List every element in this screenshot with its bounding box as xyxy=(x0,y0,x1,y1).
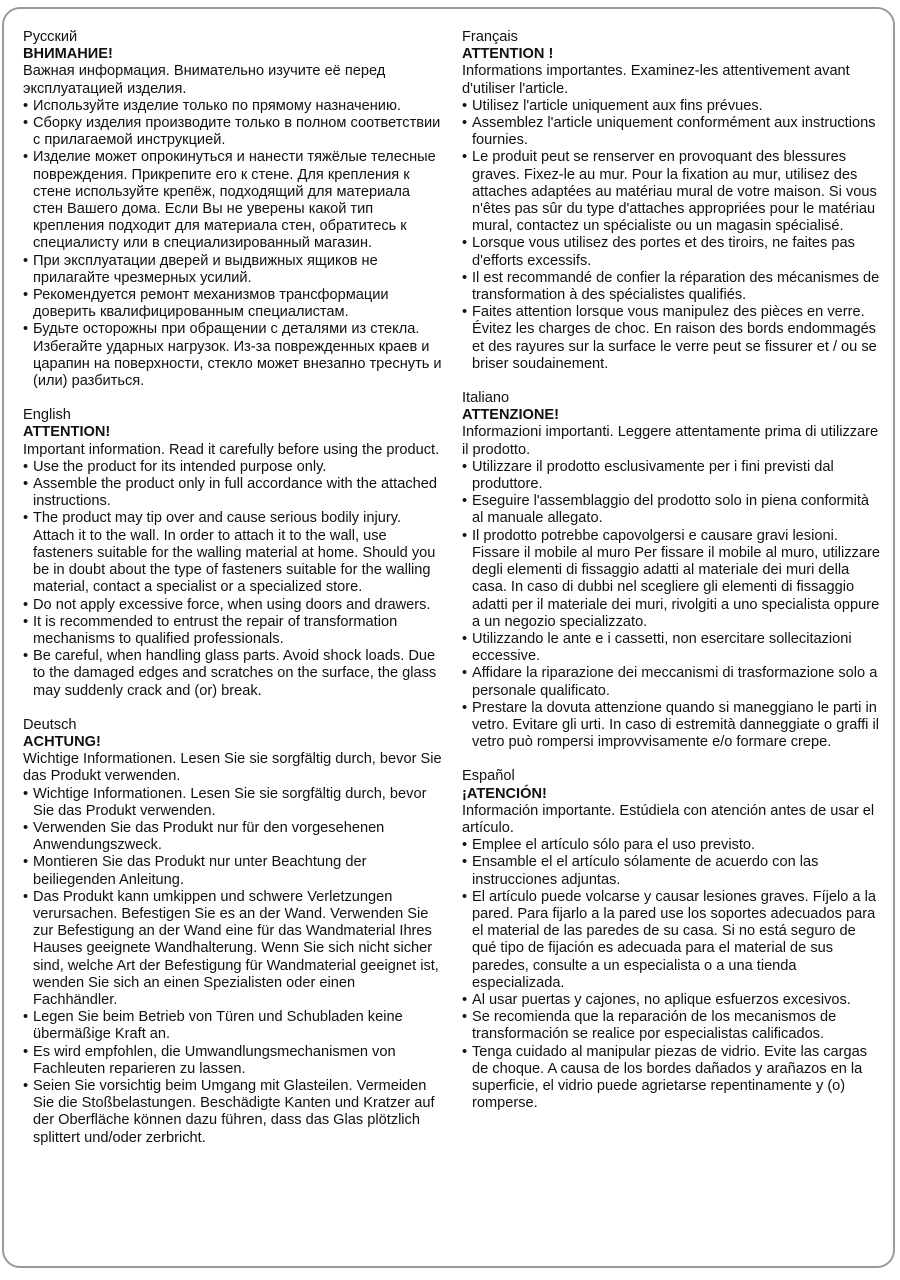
bullet-icon: • xyxy=(23,115,29,132)
list-item-text: При эксплуатации дверей и выдвижных ящиков не прилагайте чрезмерных усилий. xyxy=(33,252,378,286)
list-item xyxy=(23,614,443,648)
language-label: Italiano xyxy=(462,390,510,407)
list-item xyxy=(462,631,882,665)
list-item xyxy=(23,459,443,476)
bullet-icon: • xyxy=(462,97,468,114)
list-item xyxy=(462,992,882,1009)
bullet-icon: • xyxy=(23,321,29,338)
list-item xyxy=(462,270,882,304)
list-item-text: Assemblez l'article uniquement conformément aux instructions fournies. xyxy=(472,115,876,149)
list-item-text: Изделие может опрокинуться и нанести тяжёлые телесные повреждения. Прикрепите его к стене. Для крепления к стене используйте крепёж, подходящий для материала стен Вашего дома. Если Вы не уверены какой тип крепления подходит для материала стен, обратитесь к специалисту или в специализированный магазин. xyxy=(33,149,436,252)
safety-list xyxy=(462,459,882,751)
bullet-icon: • xyxy=(23,613,29,630)
list-item-text: Seien Sie vorsichtig beim Umgang mit Glasteilen. Vermeiden Sie die Stoßbelastungen. Beschädigte Kanten und Kratzer auf der Oberfläche können dazu führen, dass das Glas plötzlich splittert und/oder zerbricht. xyxy=(33,1077,435,1146)
list-item xyxy=(462,837,882,854)
bullet-icon: • xyxy=(462,991,468,1008)
list-item-text: Il est recommandé de confier la réparation des mécanismes de transformation à des spécialistes qualifiés. xyxy=(472,269,880,304)
bullet-icon: • xyxy=(23,596,29,613)
list-item-text: Emplee el artículo sólo para el uso previsto. xyxy=(472,837,756,854)
list-item-text: Use the product for its intended purpose only. xyxy=(33,458,327,475)
warning-heading: ATTENZIONE! xyxy=(462,407,560,424)
warning-heading: ATTENTION ! xyxy=(462,46,554,63)
intro-text: Informazioni importanti. Leggere attentamente prima di utilizzare il prodotto. xyxy=(462,424,879,458)
bullet-icon: • xyxy=(23,1009,29,1026)
left-column xyxy=(23,29,443,1147)
list-item xyxy=(23,149,443,252)
list-item xyxy=(23,510,443,596)
list-item-text: Il prodotto potrebbe capovolgersi e causare gravi lesioni. Fissare il mobile al muro Per fissare il mobile al muro, utilizzare degli elementi di fissaggio adatti al materiale dei muri della casa. In caso di dubbi nel scegliere gli elementi di fissaggio adatti per il materiale dei muri, rivolgiti a uno specialista oppure a un negozio specializzato. xyxy=(472,527,880,630)
list-item xyxy=(462,115,882,149)
warning-heading: ¡ATENCIÓN! xyxy=(462,785,547,802)
list-item-text: Faites attention lorsque vous manipulez des pièces en verre. Évitez les charges de choc. En raison des bords endommagés et des rayures sur la surface le verre peut se fissurer et / ou se briser soudainement. xyxy=(472,304,877,372)
list-item xyxy=(462,665,882,699)
list-item xyxy=(23,287,443,321)
intro-text: Informations importantes. Examinez-les attentivement avant d'utiliser l'article. xyxy=(462,63,850,97)
list-item xyxy=(462,854,882,888)
list-item-text: Be careful, when handling glass parts. Avoid shock loads. Due to the damaged edges and scratches on the surface, the glass may suddenly crack and (or) break. xyxy=(33,648,437,699)
list-item xyxy=(23,648,443,700)
list-item xyxy=(462,889,882,992)
language-label: Русский xyxy=(23,29,78,45)
bullet-icon: • xyxy=(462,493,468,510)
list-item-text: Le produit peut se renserver en provoquant des blessures graves. Fixez-le au mur. Pour la fixation au mur, utilisez des attaches adaptées au matériau mural de votre maison. Si vous n'êtes pas sûr du type d'attaches appropriées pour le matériau mural, contactez un spécialiste ou un magasin spécialisé. xyxy=(472,149,877,235)
list-item-text: Используйте изделие только по прямому назначению. xyxy=(33,97,401,114)
list-item-text: The product may tip over and cause serious bodily injury. Attach it to the wall. In order to attach it to the wall, use fasteners suitable for the walling material at home. Should you be in doubt about the type of fasteners suitable for the walling material, contact a specialist or a specialized store. xyxy=(33,510,436,596)
bullet-icon: • xyxy=(23,287,29,304)
bullet-icon: • xyxy=(462,630,468,647)
language-label: Français xyxy=(462,29,518,45)
list-item xyxy=(462,304,882,373)
safety-list xyxy=(462,837,882,1112)
list-item xyxy=(462,700,882,752)
intro-text: Important information. Read it carefully before using the product. xyxy=(23,441,440,458)
bullet-icon: • xyxy=(462,837,468,854)
warning-heading: ВНИМАНИЕ! xyxy=(23,46,113,63)
bullet-icon: • xyxy=(462,269,468,286)
language-label: Deutsch xyxy=(23,716,77,733)
bullet-icon: • xyxy=(462,665,468,682)
safety-list xyxy=(462,98,882,373)
intro-text: Wichtige Informationen. Lesen Sie sie sorgfältig durch, bevor Sie das Produkt verwenden. xyxy=(23,751,442,785)
list-item-text: Das Produkt kann umkippen und schwere Verletzungen verursachen. Befestigen Sie es an der Wand. Verwenden Sie zur Befestigung an der Wand eine für das Wandmaterial Ihres Hauses geeignete Wandhalterung. Wenn Sie sich nicht sicher sind, welche Art der Befestigung für Wandmaterial geeignet ist, wenden Sie sich an einen Spezialisten oder einen Fachhändler. xyxy=(33,888,439,1008)
bullet-icon: • xyxy=(23,819,29,836)
list-item-text: Es wird empfohlen, die Umwandlungsmechanismen von Fachleuten reparieren zu lassen. xyxy=(33,1043,396,1077)
list-item xyxy=(23,115,443,149)
list-item-text: Eseguire l'assemblaggio del prodotto solo in piena conformità al manuale allegato. xyxy=(472,493,870,527)
list-item-text: Do not apply excessive force, when using doors and drawers. xyxy=(33,596,431,613)
list-item-text: Utilizzando le ante e i cassetti, non esercitare sollecitazioni eccessive. xyxy=(472,630,852,665)
list-item xyxy=(23,476,443,510)
list-item-text: It is recommended to entrust the repair of transformation mechanisms to qualified professionals. xyxy=(33,613,398,647)
section-russian xyxy=(23,29,443,390)
section-german xyxy=(23,717,443,1147)
bullet-icon: • xyxy=(462,527,468,544)
bullet-icon: • xyxy=(462,235,468,252)
bullet-icon: • xyxy=(23,648,29,665)
list-item-text: Utilisez l'article uniquement aux fins prévues. xyxy=(472,97,763,114)
list-item xyxy=(23,597,443,614)
right-column xyxy=(462,29,882,1112)
list-item-text: Affidare la riparazione dei meccanismi di trasformazione solo a personale qualificato. xyxy=(472,665,878,699)
bullet-icon: • xyxy=(462,458,468,475)
list-item-text: Рекомендуется ремонт механизмов трансформации доверить квалифицированным специалистам. xyxy=(33,287,389,321)
list-item xyxy=(23,321,443,390)
bullet-icon: • xyxy=(462,888,468,905)
list-item-text: Montieren Sie das Produkt nur unter Beachtung der beiliegenden Anleitung. xyxy=(33,854,367,888)
list-item-text: Wichtige Informationen. Lesen Sie sie sorgfältig durch, bevor Sie das Produkt verwenden. xyxy=(33,785,427,819)
list-item-text: Legen Sie beim Betrieb von Türen und Schubladen keine übermäßige Kraft an. xyxy=(33,1009,403,1043)
list-item-text: Assemble the product only in full accordance with the attached instructions. xyxy=(33,476,437,510)
bullet-icon: • xyxy=(462,1043,468,1060)
list-item xyxy=(23,253,443,287)
language-label: Español xyxy=(462,768,515,785)
bullet-icon: • xyxy=(23,854,29,871)
list-item xyxy=(462,149,882,235)
list-item xyxy=(23,786,443,820)
list-item xyxy=(23,98,443,115)
bullet-icon: • xyxy=(462,1009,468,1026)
list-item xyxy=(462,98,882,115)
list-item-text: Сборку изделия производите только в полном соответствии с прилагаемой инструкцией. xyxy=(33,115,441,149)
list-item xyxy=(462,528,882,631)
list-item-text: Prestare la dovuta attenzione quando si maneggiano le parti in vetro. Evitare gli urti. In caso di estremità danneggiate o graffi il vetro può rompersi improvvisamente e/o formare crepe. xyxy=(472,699,879,751)
list-item xyxy=(462,1009,882,1043)
list-item-text: Tenga cuidado al manipular piezas de vidrio. Evite las cargas de choque. A causa de los bordes dañados y arañazos en la superficie, el vidrio puede agrietarse repentinamente y (o) romperse. xyxy=(472,1043,868,1112)
list-item-text: El artículo puede volcarse y causar lesiones graves. Fíjelo a la pared. Para fijarlo a la pared use los soportes adecuados para el material de las paredes de su casa. Si no está seguro de qué tipo de fijación es adecuada para el material de sus paredes, consulte a un especialista o a una tienda especializada. xyxy=(472,888,876,991)
list-item xyxy=(23,889,443,1009)
section-italian xyxy=(462,390,882,751)
list-item xyxy=(23,820,443,854)
list-item xyxy=(23,1009,443,1043)
safety-list xyxy=(23,459,443,700)
language-label: English xyxy=(23,407,71,424)
bullet-icon: • xyxy=(462,149,468,166)
list-item-text: Ensamble el el artículo sólamente de acuerdo con las instrucciones adjuntas. xyxy=(472,854,819,888)
list-item xyxy=(23,1078,443,1147)
bullet-icon: • xyxy=(23,1077,29,1094)
bullet-icon: • xyxy=(23,97,29,114)
bullet-icon: • xyxy=(462,304,468,321)
list-item-text: Lorsque vous utilisez des portes et des tiroirs, ne faites pas d'efforts excessifs. xyxy=(472,235,855,269)
list-item xyxy=(462,235,882,269)
list-item-text: Se recomienda que la reparación de los mecanismos de transformación se realice por especialistas calificados. xyxy=(472,1009,837,1043)
warning-heading: ATTENTION! xyxy=(23,424,111,441)
list-item-text: Utilizzare il prodotto esclusivamente per i fini previsti dal produttore. xyxy=(472,458,834,493)
bullet-icon: • xyxy=(23,785,29,802)
list-item xyxy=(23,854,443,888)
intro-text: Важная информация. Внимательно изучите её перед эксплуатацией изделия. xyxy=(23,63,386,97)
safety-list xyxy=(23,786,443,1147)
list-item xyxy=(462,493,882,527)
bullet-icon: • xyxy=(23,476,29,493)
bullet-icon: • xyxy=(23,1043,29,1060)
bullet-icon: • xyxy=(23,458,29,475)
list-item xyxy=(462,1044,882,1113)
safety-list xyxy=(23,98,443,390)
intro-text: Información importante. Estúdiela con atención antes de usar el artículo. xyxy=(462,802,875,836)
bullet-icon: • xyxy=(23,510,29,527)
warning-heading: ACHTUNG! xyxy=(23,733,101,750)
bullet-icon: • xyxy=(23,888,29,905)
list-item-text: Verwenden Sie das Produkt nur für den vorgesehenen Anwendungszweck. xyxy=(33,819,385,854)
list-item xyxy=(462,459,882,493)
section-english xyxy=(23,407,443,699)
bullet-icon: • xyxy=(23,252,29,269)
bullet-icon: • xyxy=(462,699,468,716)
list-item-text: Al usar puertas y cajones, no aplique esfuerzos excesivos. xyxy=(472,991,851,1008)
list-item-text: Будьте осторожны при обращении с деталями из стекла. Избегайте ударных нагрузок. Из-за поврежденных краев и царапин на поверхности, стекло может внезапно треснуть и (или) разбиться. xyxy=(33,321,442,390)
bullet-icon: • xyxy=(23,149,29,166)
list-item xyxy=(23,1044,443,1078)
section-spanish xyxy=(462,768,882,1112)
section-french xyxy=(462,29,882,373)
bullet-icon: • xyxy=(462,854,468,871)
bullet-icon: • xyxy=(462,115,468,132)
